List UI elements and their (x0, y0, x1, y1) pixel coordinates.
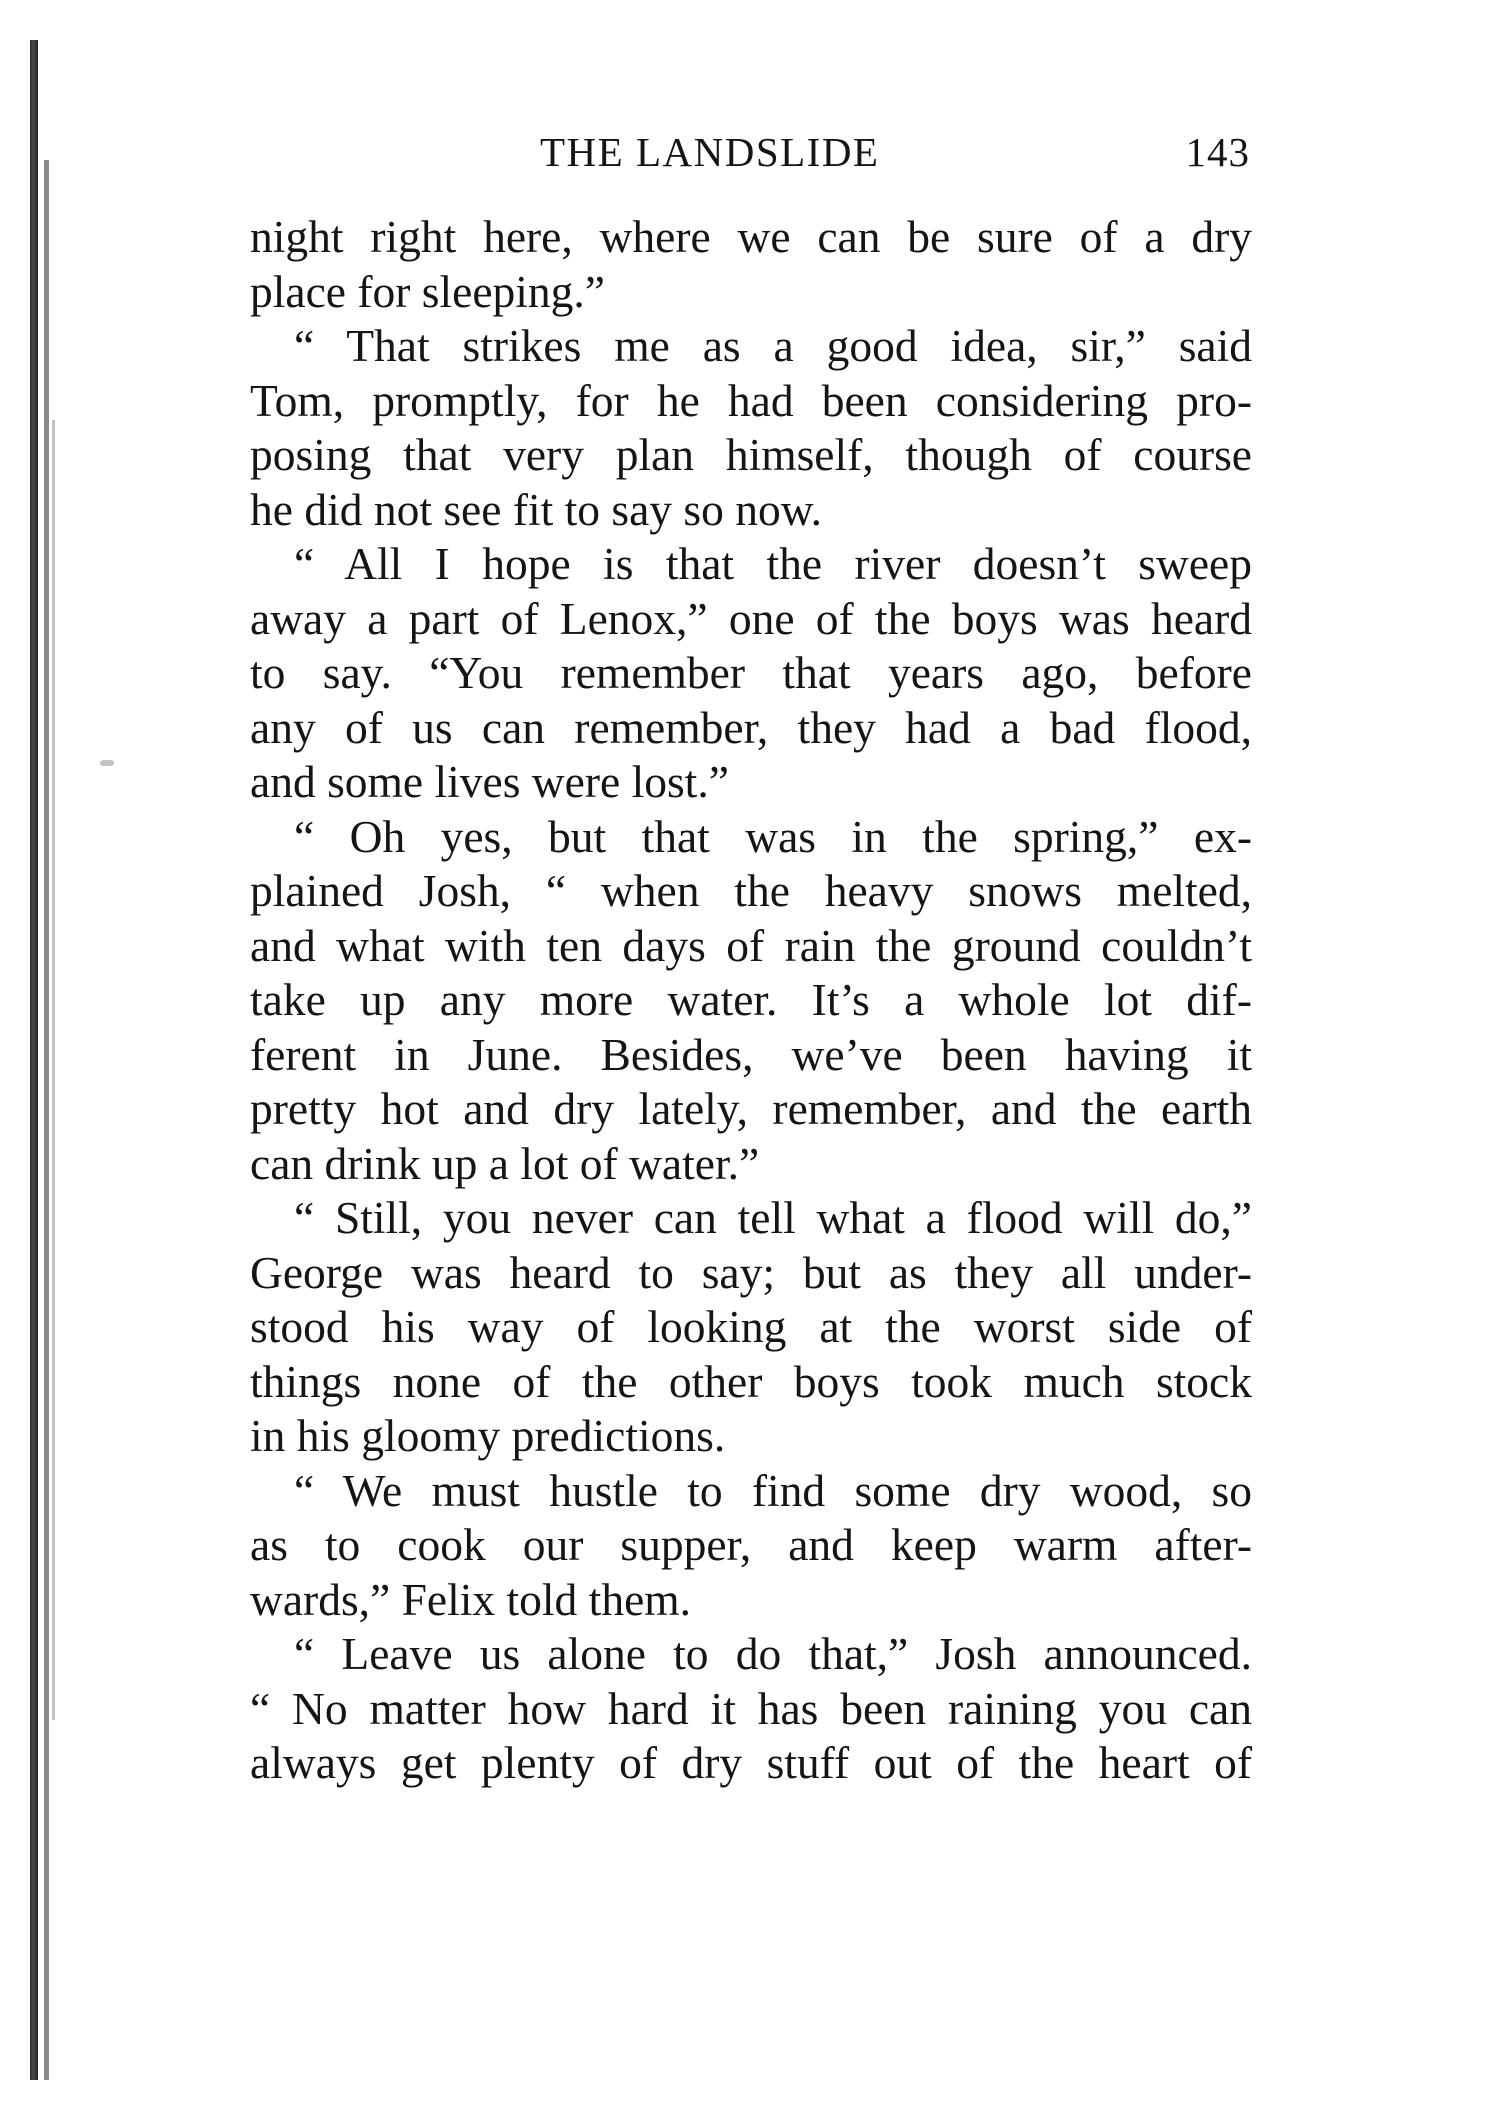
text-line: Tom, promptly, for he had been considering pro- (250, 374, 1252, 426)
text-line: he did not see fit to say so now. (250, 483, 823, 535)
binding-shadow (30, 40, 38, 2080)
text-line: as to cook our supper, and keep warm after- (250, 1519, 1252, 1570)
text-line: “ All I hope is that the river doesn’t sweep (294, 538, 1252, 589)
text-line: “ Oh yes, but that was in the spring,” ex- (294, 810, 1252, 862)
text-line: night right here, where we can be sure of a dry (250, 211, 1252, 262)
text-line: in his gloomy predictions. (250, 1410, 726, 1461)
text-line: plained Josh, “ when the heavy snows melted, (250, 865, 1252, 916)
text-line: place for sleeping.” (250, 265, 605, 317)
text-line: “ We must hustle to find some dry wood, so (294, 1464, 1252, 1516)
text-line: ferent in June. Besides, we’ve been having it (250, 1028, 1252, 1080)
running-head: THE LANDSLIDE (540, 129, 880, 175)
text-line: always get plenty of dry stuff out of the heart of (250, 1737, 1252, 1788)
text-line: pretty hot and dry lately, remember, and the earth (250, 1083, 1252, 1134)
page-header (250, 128, 1250, 188)
binding-edge (0, 0, 70, 2105)
text-line: and some lives were lost.” (250, 756, 729, 807)
text-line: posing that very plan himself, though of course (250, 429, 1252, 480)
text-line: any of us can remember, they had a bad flood, (250, 701, 1252, 753)
text-line: “ That strikes me as a good idea, sir,” said (294, 320, 1252, 371)
text-line: take up any more water. It’s a whole lot dif- (250, 974, 1252, 1025)
text-line: to say. “You remember that years ago, before (250, 647, 1252, 698)
text-line: “ Still, you never can tell what a flood will do,” (294, 1192, 1252, 1243)
binding-shadow-inner (44, 160, 49, 2080)
text-line: things none of the other boys took much stock (250, 1355, 1252, 1407)
text-line: wards,” Felix told them. (250, 1573, 692, 1625)
text-line: “ No matter how hard it has been raining you can (250, 1682, 1252, 1734)
text-line: can drink up a lot of water.” (250, 1137, 760, 1189)
text-line: and what with ten days of rain the ground couldn’t (250, 919, 1252, 971)
page-number: 143 (1185, 129, 1250, 175)
text-line: George was heard to say; but as they all under- (250, 1246, 1252, 1298)
page-body (250, 210, 1252, 1791)
binding-shadow-faint (52, 420, 55, 1720)
paper-speck (100, 760, 114, 766)
text-line: away a part of Lenox,” one of the boys was heard (250, 592, 1252, 644)
text-line: “ Leave us alone to do that,” Josh announced. (294, 1628, 1252, 1679)
text-line: stood his way of looking at the worst side of (250, 1301, 1252, 1352)
